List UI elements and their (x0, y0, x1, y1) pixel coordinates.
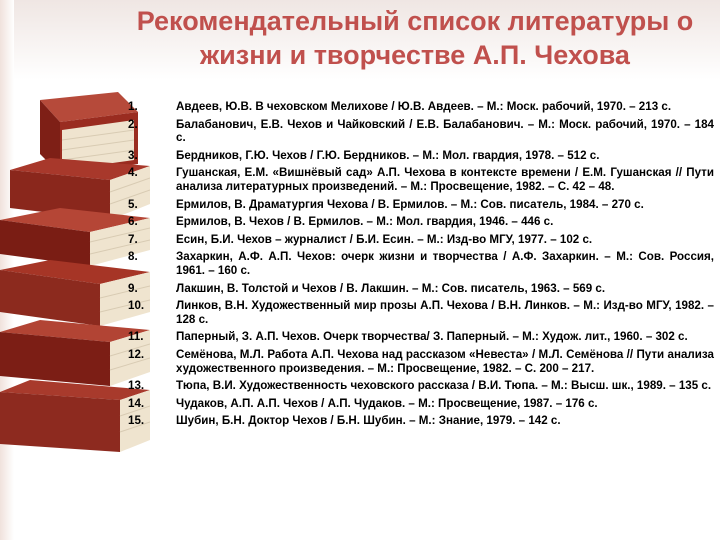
item-number: 3. (128, 148, 138, 162)
item-number: 11. (128, 330, 144, 344)
item-number: 10. (128, 299, 145, 313)
item-text: Балабанович, Е.В. Чехов и Чайковский / Е.В. Балабанович. – М.: Моск. рабочий, 1970. – 184 с. (176, 117, 714, 145)
title-line-2: жизни и творчестве А.П. Чехова (200, 40, 630, 70)
list-item (128, 348, 714, 375)
item-text: Захаркин, А.Ф. А.П. Чехов: очерк жизни и творчества / А.Ф. Захаркин. – М.: Сов. Россия, 1961. – 160 с. (176, 250, 714, 277)
item-text: Авдеев, Ю.В. В чеховском Мелихове / Ю.В. Авдеев. – М.: Моск. рабочий, 1970. – 213 с. (176, 100, 672, 113)
title-line-1: Рекомендательный список литературы о (136, 6, 694, 36)
item-number: 1. (128, 100, 138, 113)
list-item (128, 250, 714, 277)
list-item (128, 198, 714, 212)
item-number: 5. (128, 197, 138, 211)
item-text: Гушанская, Е.М. «Вишнёвый сад» А.П. Чехова в контексте времени / Е.М. Гушанская // Пути анализа литературных произведений. – М.: Просвещение, 1982. – С. 42 – 48. (176, 166, 714, 193)
list-item (128, 414, 714, 428)
item-text: Тюпа, В.И. Художественность чеховского рассказа / В.И. Тюпа. – М.: Высш. шк., 1989. – 135 с. (176, 379, 712, 393)
item-number: 14. (128, 396, 145, 410)
list-item (128, 149, 714, 163)
bibliography-list (128, 100, 714, 432)
item-number: 13. (128, 379, 145, 393)
item-text: Бердников, Г.Ю. Чехов / Г.Ю. Бердников. – М.: Мол. гвардия, 1978. – 512 с. (176, 148, 600, 162)
list-item (128, 100, 714, 114)
item-text: Чудаков, А.П. А.П. Чехов / А.П. Чудаков. – М.: Просвещение, 1987. – 176 с. (176, 396, 598, 410)
item-text: Лакшин, В. Толстой и Чехов / В. Лакшин. – М.: Сов. писатель, 1963. – 569 с. (176, 281, 606, 295)
item-number: 6. (128, 215, 138, 229)
list-item (128, 215, 714, 229)
list-item (128, 282, 714, 296)
item-text: Семёнова, М.Л. Работа А.П. Чехова над рассказом «Невеста» / М.Л. Семёнова // Пути анализа художественного произведения. – М.: Просвещение, 1982. – С. 200 – 217. (176, 347, 714, 375)
list-item (128, 166, 714, 193)
list-item (128, 118, 714, 145)
item-number: 9. (128, 281, 138, 295)
slide-title (120, 4, 710, 72)
item-number: 7. (128, 232, 138, 246)
item-text: Ермилов, В. Драматургия Чехова / В. Ермилов. – М.: Сов. писатель, 1984. – 270 с. (176, 197, 644, 211)
list-item (128, 379, 714, 393)
item-number: 8. (128, 250, 138, 264)
item-text: Линков, В.Н. Художественный мир прозы А.П. Чехова / В.Н. Линков. – М.: Изд-во МГУ, 1982. – 128 с. (176, 299, 714, 326)
list-item (128, 330, 714, 344)
item-number: 15. (128, 414, 145, 428)
item-number: 4. (128, 166, 138, 180)
item-text: Шубин, Б.Н. Доктор Чехов / Б.Н. Шубин. – М.: Знание, 1979. – 142 с. (176, 414, 561, 428)
item-text: Ермилов, В. Чехов / В. Ермилов. – М.: Мол. гвардия, 1946. – 446 с. (176, 215, 554, 229)
item-text: Есин, Б.И. Чехов – журналист / Б.И. Есин. – М.: Изд-во МГУ, 1977. – 102 с. (176, 232, 593, 246)
list-item (128, 397, 714, 411)
item-number: 2. (128, 117, 138, 131)
list-item (128, 233, 714, 247)
list-item (128, 299, 714, 326)
item-text: Паперный, З. А.П. Чехов. Очерк творчества/ З. Паперный. – М.: Худож. лит., 1960. – 302 с. (176, 330, 688, 344)
item-number: 12. (128, 347, 145, 361)
